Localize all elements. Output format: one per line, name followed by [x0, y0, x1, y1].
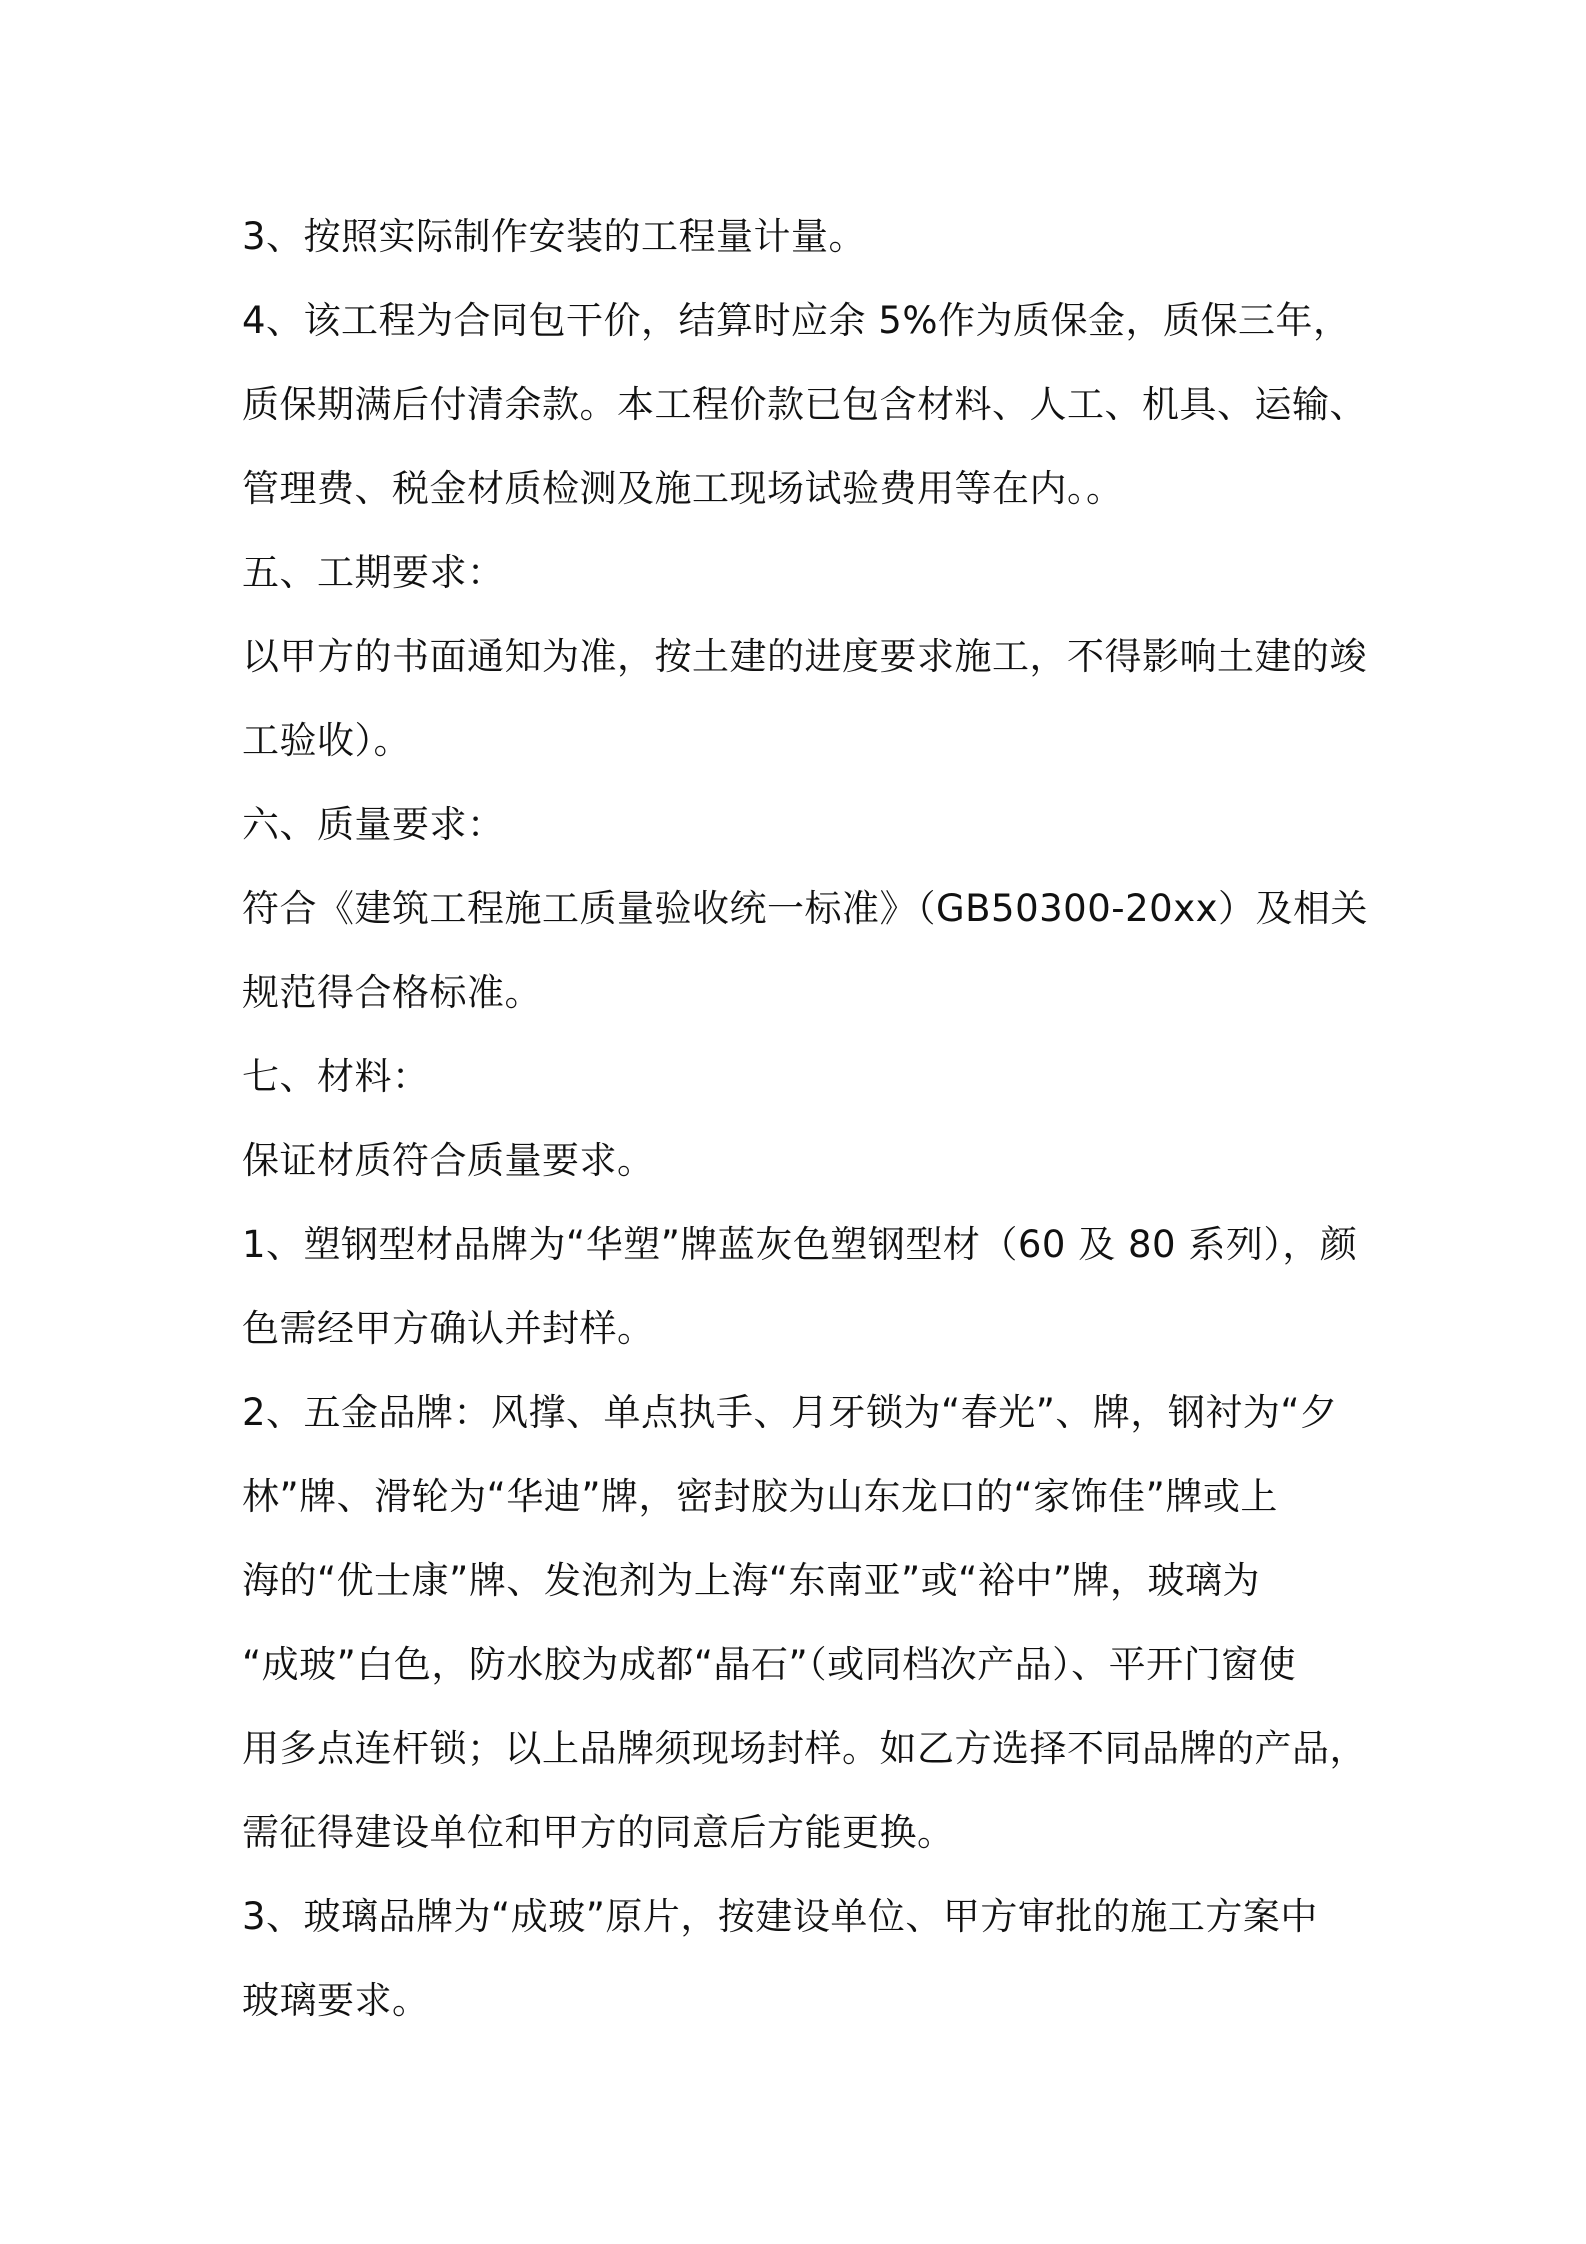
section-heading: 五、工期要求： — [242, 551, 505, 594]
text-line: 工验收）。 — [242, 719, 411, 762]
text-line: 林”牌、滑轮为“华迪”牌，密封胶为山东龙口的“家饰佳”牌或上 — [242, 1475, 1278, 1518]
text-line: 海的“优士康”牌、发泡剂为上海“东南亚”或“裕中”牌，玻璃为 — [242, 1559, 1261, 1602]
text-line: 1、塑钢型材品牌为“华塑”牌蓝灰色塑钢型材（60 及 80 系列），颜 — [242, 1223, 1358, 1266]
text-line: “成玻”白色，防水胶为成都“晶石”（或同档次产品）、平开门窗使 — [242, 1643, 1297, 1686]
section-heading: 七、材料： — [242, 1055, 430, 1098]
document-body — [242, 195, 1368, 2043]
text-line: 色需经甲方确认并封样。 — [242, 1307, 655, 1350]
text-line: 需征得建设单位和甲方的同意后方能更换。 — [242, 1811, 955, 1854]
text-line: 规范得合格标准。 — [242, 971, 542, 1014]
text-line: 2、五金品牌：风撑、单点执手、月牙锁为“春光”、牌，钢衬为“夕 — [242, 1391, 1338, 1434]
text-line: 符合《建筑工程施工质量验收统一标准》（GB50300-20xx）及相关 — [242, 887, 1368, 930]
text-line: 3、按照实际制作安装的工程量计量。 — [242, 215, 867, 258]
text-line: 4、该工程为合同包干价，结算时应余 5%作为质保金，质保三年， — [242, 299, 1351, 342]
text-line: 3、玻璃品牌为“成玻”原片，按建设单位、甲方审批的施工方案中 — [242, 1895, 1318, 1938]
text-line: 以甲方的书面通知为准，按土建的进度要求施工，不得影响土建的竣 — [242, 635, 1367, 678]
section-heading: 六、质量要求： — [242, 803, 505, 846]
text-line: 质保期满后付清余款。本工程价款已包含材料、人工、机具、运输、 — [242, 383, 1367, 426]
text-line: 保证材质符合质量要求。 — [242, 1139, 655, 1182]
text-line: 用多点连杆锁；以上品牌须现场封样。如乙方选择不同品牌的产品， — [242, 1727, 1367, 1770]
text-line: 管理费、税金材质检测及施工现场试验费用等在内。。 — [242, 467, 1124, 510]
text-line: 玻璃要求。 — [242, 1979, 430, 2022]
